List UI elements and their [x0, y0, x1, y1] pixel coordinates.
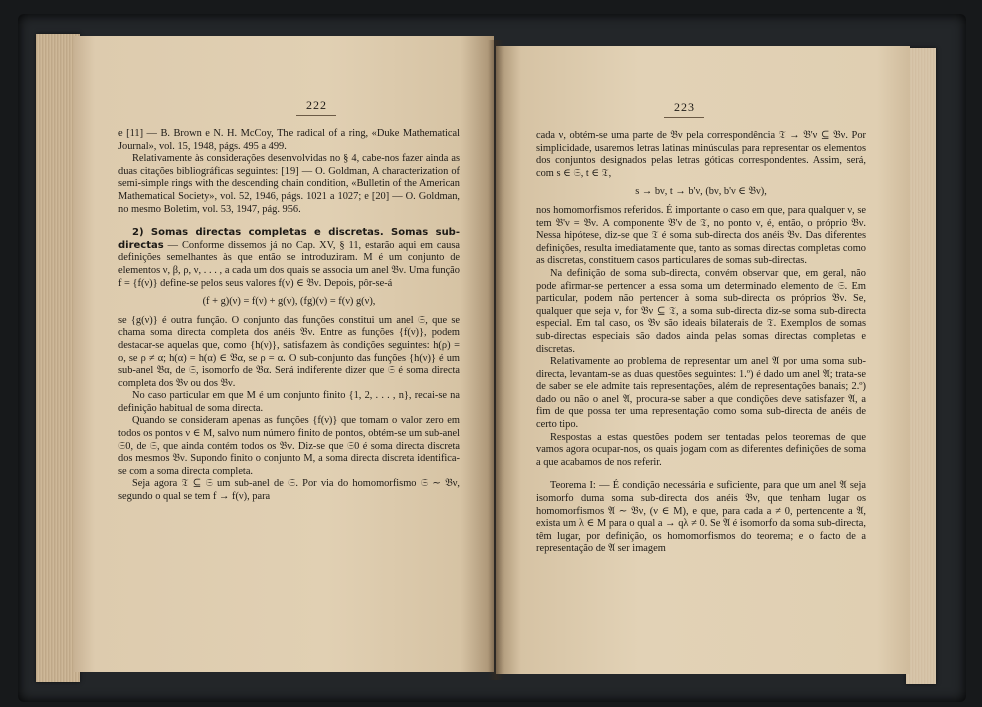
paragraph: [118, 227, 460, 290]
spacer: [118, 216, 460, 227]
paragraph-text: Relativamente às considerações desenvolvidas no § 4, cabe-nos fazer ainda as duas citações bibliográficas seguintes: [19] — O. Goldman, A characterization of semi-simple rings with the descending chain condition, «Bulletin of the American Mathematical Society», vol. 52, 1946, págs. 1021 a 1027; e [20] — O. Goldman, no mesmo Boletim, vol. 53, 1947, pág. 956.: [118, 153, 460, 215]
paragraph: [118, 315, 460, 391]
paragraph-text: Respostas a estas questões podem ser tentadas pelos teoremas de que vamos agora ocupar-nos, os quais jogam com as diferentes definições de soma a que acabamos de nos referir.: [536, 431, 866, 468]
paragraph-text: nos homomorfismos referidos. É importante o caso em que, para qualquer ν, se tem 𝔅'ν = 𝔅ν. A componente 𝔅'ν de 𝔗, no ponto ν, é, então, o próprio 𝔅ν. Nessa hipótese, diz-se que 𝔗 é soma sub-directa dos anéis 𝔅ν. Das diferentes definições, resulta imediatamente que, tanto as somas directas completas como as discretas, constituem casos particulares de somas sub-directas.: [536, 204, 866, 267]
paragraph-text: s → bν, t → b'ν, (bν, b'ν ∈ 𝔅ν),: [635, 186, 767, 198]
page-number: 223: [674, 100, 695, 114]
paragraph: [536, 130, 866, 180]
page-number: 222: [306, 98, 327, 112]
right-page: [496, 46, 910, 674]
paragraph: [536, 480, 866, 556]
paragraph: [536, 432, 866, 470]
paragraph-text: — Conforme dissemos já no Cap. XV, § 11, estarão aqui em causa definições semelhantes às que então se introduziram. M é um conjunto de elementos ν, β, ρ, ν, . . . , a cada um dos quais se associa um anel 𝔅ν. Uma função f = {f(ν)} define-se pelos seus valores f(ν) ∈ 𝔅ν. Depois, pôr-se-á: [118, 239, 460, 289]
formula: [536, 186, 866, 199]
paragraph: [536, 268, 866, 356]
paragraph: [536, 356, 866, 432]
book-gutter: [488, 40, 504, 680]
paragraph: [118, 128, 460, 153]
paragraph: [118, 153, 460, 216]
paragraph-text: se {g(ν)} é outra função. O conjunto das funções constitui um anel 𝔖, que se chama soma directa completa dos anéis 𝔅ν. Entre as funções {f(ν)}, podem destacar-se aquelas que, como {h(ν)}, satisfazem às condições seguintes: h(ρ) = o, se ρ ≠ α; h(α) = h(α) ∈ 𝔅α, se ρ = α. O sub-conjunto das funções {h(ν)} é um sub-anel 𝔅α, de 𝔖, isomorfo de 𝔅α. Será indiferente dizer que 𝔖 é soma directa completa dos 𝔅ν ou dos 𝔅ν.: [118, 314, 460, 389]
paragraph-text: No caso particular em que M é um conjunto finito {1, 2, . . . , n}, recai-se na definição habitual de soma directa.: [118, 390, 460, 414]
left-page: [74, 36, 494, 672]
paragraph: [536, 205, 866, 268]
paragraph-text: Seja agora 𝔗 ⊆ 𝔖 um sub-anel de 𝔖. Por via do homomorfismo 𝔖 ∼ 𝔅ν, segundo o qual se tem f → f(ν), para: [118, 478, 460, 503]
paragraph-text: Relativamente ao problema de representar um anel 𝔄 por uma soma sub-directa, levantam-se as duas questões seguintes: 1.º) é dado um anel 𝔄; trata-se de saber se ele admite tais representações, além de representações banais; 2.º) dado ou não o anel 𝔄, procura-se saber a que condições deve satisfazer 𝔄, a fim de que possa ter uma representação como soma sub-directa de anéis de certo tipo.: [536, 356, 866, 431]
spacer: [536, 469, 866, 480]
header-rule: [664, 117, 704, 118]
page-edges-right: [906, 48, 936, 684]
paragraph-text: Na definição de soma sub-directa, convém observar que, em geral, não pode afirmar-se pertencer a essa soma um determinado elemento de 𝔖. Em particular, podem não pertencer à soma sub-directa os próprios 𝔅ν. Se, qualquer que seja ν, for 𝔅ν ⊆ 𝔗, a soma sub-directa diz-se soma sub-directa especial. Em tal caso, os 𝔅ν são ideais bilaterais de 𝔗. Exemplos de somas sub-directas especiais são dados ainda pelas somas directas completas e discretas.: [536, 267, 866, 355]
paragraph: [118, 390, 460, 415]
paragraph-text: (f + g)(ν) = f(ν) + g(ν), (fg)(ν) = f(ν) g(ν),: [202, 296, 376, 308]
paragraph: [118, 478, 460, 503]
paragraph-text: Quando se consideram apenas as funções {f(ν)} que tomam o valor zero em todos os pontos ν ∈ M, salvo num número finito de pontos, obtém-se um sub-anel 𝔖0, de 𝔖, que ainda contém todos os 𝔅ν. Diz-se que 𝔖0 é soma directa discreta dos mesmos 𝔅ν. Supondo finito o conjunto M, a soma directa discreta identifica-se com a soma directa completa.: [118, 415, 460, 477]
paragraph-text: e [11] — B. Brown e N. H. McCoy, The radical of a ring, «Duke Mathematical Journal», vol. 15, 1948, págs. 495 a 499.: [118, 128, 460, 152]
page-body: [536, 130, 866, 556]
header-rule: [296, 115, 336, 116]
paragraph-text: Teorema I: — É condição necessária e suficiente, para que um anel 𝔄 seja isomorfo duma soma sub-directa dos anéis 𝔅ν, que tenham lugar os homomorfismos 𝔄 ∼ 𝔅ν, (ν ∈ M), e que, para cada a ≠ 0, pertencente a 𝔄, exista um λ ∈ M para o qual a → qλ ≠ 0. Se 𝔄 é isomorfo da soma sub-directa, têm lugar, por definição, os homomorfismos do teorema; e o facto de a representação de 𝔄 ser imagem: [536, 480, 866, 555]
paragraph: [118, 415, 460, 478]
formula: [118, 296, 460, 309]
section-heading: 2) Somas directas completas e discretas. Somas sub-directas: [118, 227, 460, 251]
paragraph-text: cada ν, obtém-se uma parte de 𝔅ν pela correspondência 𝔗 → 𝔅'ν ⊆ 𝔅ν. Por simplicidade, usaremos letras latinas minúsculas para representar os elementos dos conjuntos designados pelas letras góticas correspondentes. Assim, será, com s ∈ 𝔖, t ∈ 𝔗,: [536, 130, 866, 179]
page-body: [118, 128, 460, 504]
